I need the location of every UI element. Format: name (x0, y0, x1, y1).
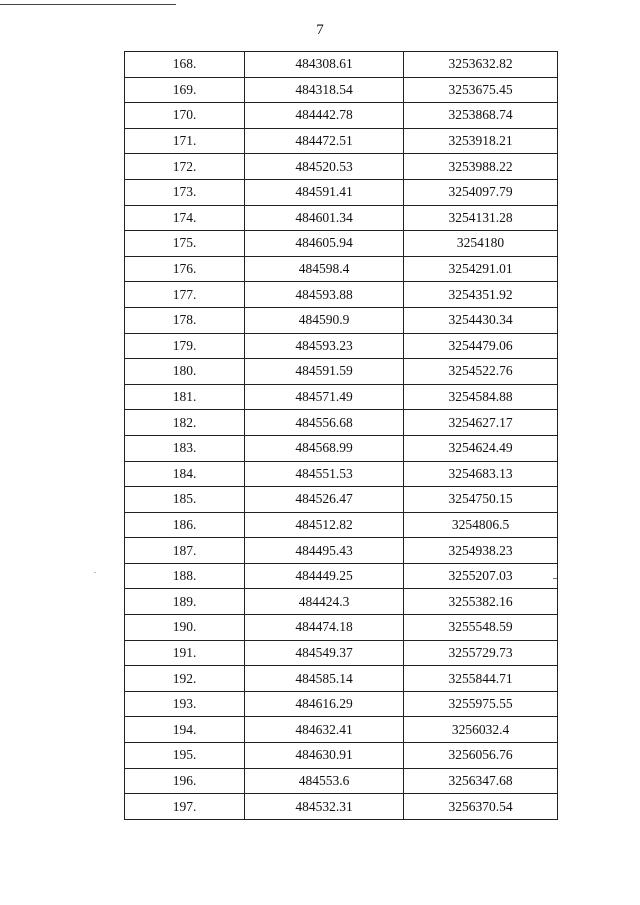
point-number-cell: 188. (125, 563, 245, 589)
point-number-cell: 171. (125, 128, 245, 154)
point-number-cell: 169. (125, 77, 245, 103)
x-coordinate-cell: 484630.91 (245, 743, 404, 769)
x-coordinate-cell: 484593.23 (245, 333, 404, 359)
point-number-cell: 177. (125, 282, 245, 308)
y-coordinate-cell: 3255207.03 (404, 563, 558, 589)
table-row (125, 768, 558, 794)
point-number-cell: 181. (125, 384, 245, 410)
table-row (125, 461, 558, 487)
y-coordinate-cell: 3255729.73 (404, 640, 558, 666)
table-row (125, 154, 558, 180)
table-row (125, 333, 558, 359)
x-coordinate-cell: 484532.31 (245, 794, 404, 820)
y-coordinate-cell: 3254806.5 (404, 512, 558, 538)
x-coordinate-cell: 484598.4 (245, 256, 404, 282)
table-row (125, 640, 558, 666)
point-number-cell: 194. (125, 717, 245, 743)
header-rule (0, 4, 176, 5)
y-coordinate-cell: 3254627.17 (404, 410, 558, 436)
x-coordinate-cell: 484308.61 (245, 52, 404, 78)
table-row (125, 717, 558, 743)
table-row (125, 359, 558, 385)
x-coordinate-cell: 484472.51 (245, 128, 404, 154)
point-number-cell: 192. (125, 666, 245, 692)
table-row (125, 538, 558, 564)
x-coordinate-cell: 484424.3 (245, 589, 404, 615)
y-coordinate-cell: 3255975.55 (404, 691, 558, 717)
x-coordinate-cell: 484474.18 (245, 615, 404, 641)
table-row (125, 666, 558, 692)
point-number-cell: 168. (125, 52, 245, 78)
table-row (125, 128, 558, 154)
table-row (125, 282, 558, 308)
y-coordinate-cell: 3254430.34 (404, 307, 558, 333)
y-coordinate-cell: 3253918.21 (404, 128, 558, 154)
table-row (125, 307, 558, 333)
x-coordinate-cell: 484591.59 (245, 359, 404, 385)
x-coordinate-cell: 484616.29 (245, 691, 404, 717)
point-number-cell: 182. (125, 410, 245, 436)
point-number-cell: 183. (125, 435, 245, 461)
scan-mark (553, 578, 557, 579)
y-coordinate-cell: 3254624.49 (404, 435, 558, 461)
y-coordinate-cell: 3254750.15 (404, 487, 558, 513)
table-row (125, 615, 558, 641)
table-row (125, 512, 558, 538)
y-coordinate-cell: 3253632.82 (404, 52, 558, 78)
y-coordinate-cell: 3254291.01 (404, 256, 558, 282)
y-coordinate-cell: 3255548.59 (404, 615, 558, 641)
y-coordinate-cell: 3256056.76 (404, 743, 558, 769)
x-coordinate-cell: 484591.41 (245, 179, 404, 205)
y-coordinate-cell: 3256370.54 (404, 794, 558, 820)
point-number-cell: 187. (125, 538, 245, 564)
point-number-cell: 174. (125, 205, 245, 231)
point-number-cell: 172. (125, 154, 245, 180)
point-number-cell: 191. (125, 640, 245, 666)
x-coordinate-cell: 484526.47 (245, 487, 404, 513)
x-coordinate-cell: 484605.94 (245, 231, 404, 257)
y-coordinate-cell: 3254522.76 (404, 359, 558, 385)
x-coordinate-cell: 484585.14 (245, 666, 404, 692)
table-row (125, 410, 558, 436)
table-row (125, 794, 558, 820)
x-coordinate-cell: 484449.25 (245, 563, 404, 589)
coordinates-table (124, 51, 558, 820)
point-number-cell: 193. (125, 691, 245, 717)
scan-dot (94, 572, 96, 573)
point-number-cell: 190. (125, 615, 245, 641)
y-coordinate-cell: 3253675.45 (404, 77, 558, 103)
point-number-cell: 173. (125, 179, 245, 205)
y-coordinate-cell: 3255382.16 (404, 589, 558, 615)
point-number-cell: 186. (125, 512, 245, 538)
y-coordinate-cell: 3255844.71 (404, 666, 558, 692)
coordinates-table-body (125, 52, 558, 820)
point-number-cell: 179. (125, 333, 245, 359)
point-number-cell: 189. (125, 589, 245, 615)
x-coordinate-cell: 484568.99 (245, 435, 404, 461)
table-row (125, 563, 558, 589)
x-coordinate-cell: 484553.6 (245, 768, 404, 794)
table-row (125, 256, 558, 282)
x-coordinate-cell: 484318.54 (245, 77, 404, 103)
table-row (125, 691, 558, 717)
point-number-cell: 185. (125, 487, 245, 513)
table-row (125, 231, 558, 257)
y-coordinate-cell: 3254097.79 (404, 179, 558, 205)
table-row (125, 52, 558, 78)
y-coordinate-cell: 3254351.92 (404, 282, 558, 308)
table-row (125, 743, 558, 769)
y-coordinate-cell: 3253868.74 (404, 103, 558, 129)
y-coordinate-cell: 3254180 (404, 231, 558, 257)
point-number-cell: 196. (125, 768, 245, 794)
table-row (125, 179, 558, 205)
table-row (125, 384, 558, 410)
table-row (125, 589, 558, 615)
point-number-cell: 180. (125, 359, 245, 385)
point-number-cell: 184. (125, 461, 245, 487)
x-coordinate-cell: 484520.53 (245, 154, 404, 180)
x-coordinate-cell: 484601.34 (245, 205, 404, 231)
y-coordinate-cell: 3256347.68 (404, 768, 558, 794)
x-coordinate-cell: 484593.88 (245, 282, 404, 308)
x-coordinate-cell: 484512.82 (245, 512, 404, 538)
x-coordinate-cell: 484590.9 (245, 307, 404, 333)
x-coordinate-cell: 484442.78 (245, 103, 404, 129)
point-number-cell: 170. (125, 103, 245, 129)
point-number-cell: 195. (125, 743, 245, 769)
y-coordinate-cell: 3256032.4 (404, 717, 558, 743)
point-number-cell: 178. (125, 307, 245, 333)
table-row (125, 435, 558, 461)
x-coordinate-cell: 484551.53 (245, 461, 404, 487)
x-coordinate-cell: 484495.43 (245, 538, 404, 564)
y-coordinate-cell: 3253988.22 (404, 154, 558, 180)
y-coordinate-cell: 3254683.13 (404, 461, 558, 487)
table-row (125, 77, 558, 103)
point-number-cell: 197. (125, 794, 245, 820)
table-row (125, 103, 558, 129)
x-coordinate-cell: 484571.49 (245, 384, 404, 410)
y-coordinate-cell: 3254584.88 (404, 384, 558, 410)
x-coordinate-cell: 484632.41 (245, 717, 404, 743)
y-coordinate-cell: 3254938.23 (404, 538, 558, 564)
x-coordinate-cell: 484549.37 (245, 640, 404, 666)
y-coordinate-cell: 3254131.28 (404, 205, 558, 231)
point-number-cell: 175. (125, 231, 245, 257)
y-coordinate-cell: 3254479.06 (404, 333, 558, 359)
x-coordinate-cell: 484556.68 (245, 410, 404, 436)
page-number: 7 (316, 22, 324, 38)
point-number-cell: 176. (125, 256, 245, 282)
table-row (125, 205, 558, 231)
table-row (125, 487, 558, 513)
